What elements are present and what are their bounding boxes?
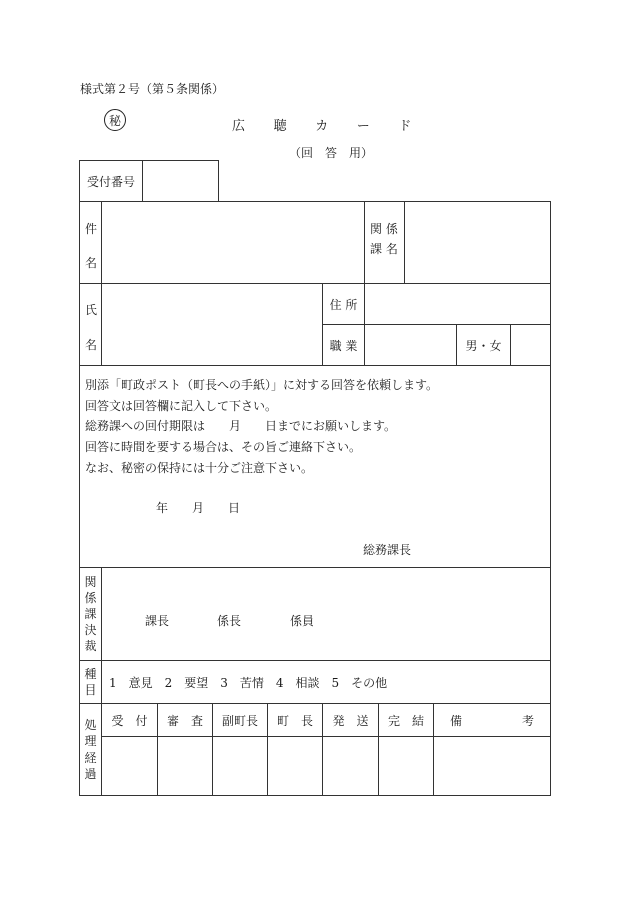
label-char: 理 xyxy=(84,734,97,749)
name-field[interactable] xyxy=(102,284,322,365)
process-cell[interactable] xyxy=(268,737,322,795)
label-char: 裁 xyxy=(84,639,97,654)
category-options[interactable]: 1 意見 2 要望 3 苦情 4 相談 5 その他 xyxy=(109,676,388,690)
rule xyxy=(218,160,219,202)
subject-label-2: 名 xyxy=(85,256,98,270)
label-char: 目 xyxy=(84,683,97,697)
form-number: 様式第２号（第５条関係） xyxy=(80,82,225,96)
subject-field[interactable] xyxy=(102,202,364,283)
rule xyxy=(79,660,551,661)
process-col-deputy-mayor: 副町長 xyxy=(221,713,258,728)
request-line: 回答に時間を要する場合は、その旨ご連絡下さい。 xyxy=(85,440,362,454)
label-char: 経 xyxy=(84,750,97,765)
label-char: 過 xyxy=(84,766,97,781)
approval-chief: 課長 xyxy=(145,614,170,628)
label-char: 係 xyxy=(84,590,97,605)
process-col-reception: 受 付 xyxy=(111,713,148,728)
rule xyxy=(550,201,551,796)
occupation-field[interactable] xyxy=(365,325,456,365)
process-col-remarks: 備 考 xyxy=(449,713,534,728)
related-dept-label-1: 関 係 xyxy=(370,222,398,236)
process-col-review: 審 査 xyxy=(166,713,203,728)
rule xyxy=(79,365,551,366)
process-cell[interactable] xyxy=(158,737,212,795)
related-dept-label-2: 課 名 xyxy=(370,242,398,256)
address-label: 住 所 xyxy=(329,297,358,312)
process-cell[interactable] xyxy=(323,737,378,795)
secret-mark: 秘 xyxy=(108,113,121,128)
form-title: 広 聴 カ ー ド xyxy=(232,119,420,134)
label-char: 課 xyxy=(84,606,97,621)
occupation-label: 職 業 xyxy=(329,338,358,353)
process-col-mayor: 町 長 xyxy=(276,713,313,728)
subject-label-1: 件 xyxy=(85,222,98,236)
approval-label xyxy=(80,568,101,660)
rule xyxy=(364,201,365,283)
process-cell[interactable] xyxy=(102,737,157,795)
process-cell[interactable] xyxy=(213,737,267,795)
request-line: 総務課への回付期限は 月 日までにお願いします。 xyxy=(85,419,397,433)
gender-option[interactable]: 男・女 xyxy=(465,338,502,353)
request-date: 年 月 日 xyxy=(156,501,241,515)
process-remarks-cell[interactable] xyxy=(434,737,550,795)
request-line: 回答文は回答欄に記入して下さい。 xyxy=(85,399,278,413)
process-cell[interactable] xyxy=(379,737,433,795)
rule xyxy=(510,324,511,365)
request-line: なお、秘密の保持には十分ご注意下さい。 xyxy=(85,461,314,475)
category-label xyxy=(80,661,101,703)
label-char: 種 xyxy=(84,666,97,681)
secret-stamp-icon xyxy=(104,109,126,131)
request-line: 別添「町政ポスト（町長への手紙）」に対する回答を依頼します。 xyxy=(85,378,439,392)
signer: 総務課長 xyxy=(363,543,412,557)
approval-section-chief: 係長 xyxy=(217,614,242,628)
receipt-no-label: 受付番号 xyxy=(86,174,135,189)
address-field[interactable] xyxy=(365,284,550,324)
label-char: 決 xyxy=(84,623,97,638)
process-col-dispatch: 発 送 xyxy=(332,713,369,728)
label-char: 関 xyxy=(84,574,97,589)
approval-staff: 係員 xyxy=(290,614,315,628)
name-label-1: 氏 xyxy=(85,303,98,317)
rule xyxy=(79,795,551,796)
form-subtitle: （回 答 用） xyxy=(289,146,374,160)
process-label xyxy=(80,704,101,795)
label-char: 処 xyxy=(84,718,97,733)
receipt-no-field[interactable] xyxy=(143,162,217,200)
related-dept-field[interactable] xyxy=(405,202,550,283)
process-col-complete: 完 結 xyxy=(387,713,424,728)
name-label-2: 名 xyxy=(85,338,98,352)
rule xyxy=(79,567,551,568)
